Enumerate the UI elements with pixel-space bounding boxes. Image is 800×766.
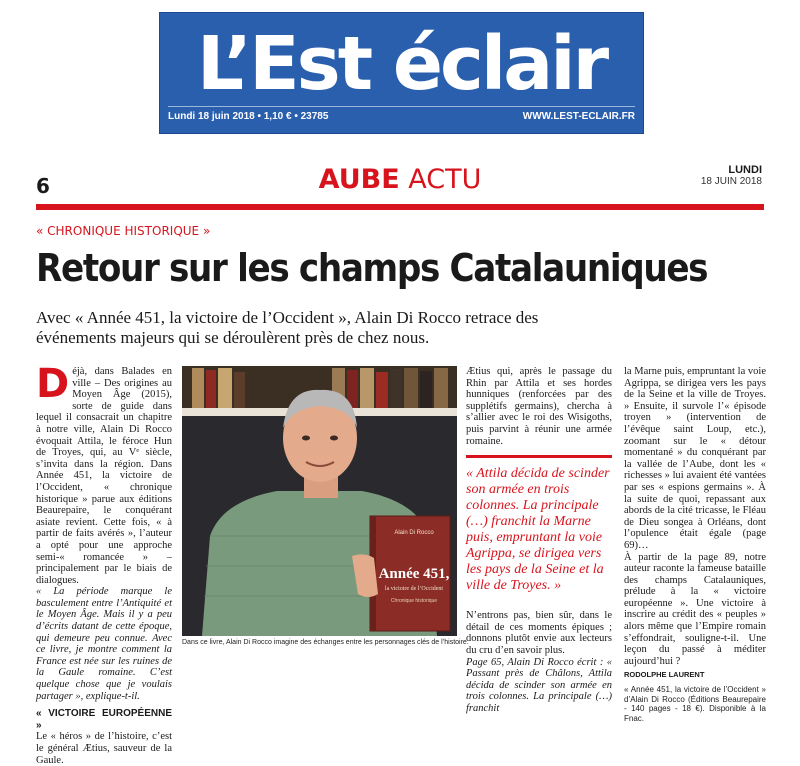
book-subtitle: la victoire de l’Occident: [384, 586, 444, 592]
col3-paragraph-2: N’entrons pas, bien sûr, dans le détail de ces moments épiques ; donnons plutôt envie aux lecteurs du cru d’en savoir plus.: [466, 610, 612, 656]
author-photo-illustration: [182, 366, 457, 636]
col1-paragraph-1: éjà, dans Balades en ville – Des origines au Moyen Âge (2015), sorte de guide dans lequel il consacrait un chapitre à notre ville, Alain Di Rocco évoquait Attila, le féroce Hun de Troyes, qui, au Vᵉ siècle, s’invita dans la région. Dans Année 451, la victoire de l’Occident, « chronique historique » parue aux éditions Beaurepaire, le conquérant asiate revient. Cette fois, « à partir de faits avérés », l’auteur a opté pour une approche semi-« romancée » – principalement par le biais de dialogues.: [36, 366, 172, 586]
col4-paragraph-1: la Marne puis, empruntant la voie Agrippa, se dirigea vers les pays de la Seine et la ville de Troyes. » Ensuite, il survole l’« épisode troyen » (intervention de l’évêque saint Loup, etc.), zoomant sur le « détour momentané » du conquérant par la vallée de l’Aube, dont les « richesses » lui avaient été vantées par ses « espions germains ». À la suite de quoi, repassant aux abords de la cité tricasse, le Fléau de Dieu songea à Orléans, dont l’opulence était égale (page 69)…: [624, 366, 766, 551]
article-kicker: « CHRONIQUE HISTORIQUE »: [36, 224, 211, 238]
page-date: [701, 164, 762, 187]
section-title: [0, 164, 800, 195]
article-standfirst: Avec « Année 451, la victoire de l’Occident », Alain Di Rocco retrace des événements majeurs qui se déroulèrent près de chez nous.: [36, 308, 539, 347]
masthead-bar: [168, 106, 635, 127]
photo-caption: Dans ce livre, Alain Di Rocco imagine des échanges entre les personnages clés de l’histoire.: [182, 639, 469, 646]
article-column-3: [466, 366, 612, 715]
col1-paragraph-2: « La période marque le basculement entre l’Antiquité et le Moyen Âge. Mais il y a peu d’écrits datant de cette époque, qui demeure peu connue. Avec ce livre, je montre comment la France est née sur les ruines de la Gaule romaine. C’est quelque chose que je voulais partager », explique-t-il.: [36, 586, 172, 702]
book-info: « Année 451, la victoire de l’Occident » d’Alain Di Rocco (Éditions Beaurepaire - 140 pages - 18 €). Disponible à la Fnac.: [624, 685, 766, 723]
book-author: Alain Di Rocco: [394, 530, 434, 536]
article-headline: Retour sur les champs Catalauniques: [36, 246, 708, 290]
col3-paragraph-3: Page 65, Alain Di Rocco écrit : « Passant près de Châlons, Attila décida de scinder son armée en trois colonnes. La principale (…) franchit: [466, 656, 612, 714]
book-title: Année 451,: [378, 566, 450, 582]
article-column-4: [624, 366, 766, 723]
masthead-title: L’Est éclair: [196, 21, 607, 107]
col3-paragraph-1: Ætius qui, après le passage du Rhin par Attila et ses hordes hunniques (renforcées par des supplétifs germains), chercha à s’allier avec le roi des Wisigoths, puis parvint à réunir une armée romaine.: [466, 366, 612, 447]
masthead-url[interactable]: WWW.LEST-ECLAIR.FR: [522, 111, 635, 122]
section-main: AUBE: [318, 164, 400, 195]
author-photo: [182, 366, 457, 636]
page-date-text: 18 JUIN 2018: [700, 176, 762, 187]
masthead-date: Lundi 18 juin 2018 • 1,10 € • 23785: [168, 111, 329, 122]
section-sub: ACTU: [408, 164, 482, 195]
col1-subhead: « VICTOIRE EUROPÉENNE »: [36, 708, 172, 731]
pull-quote: « Attila décida de scinder son armée en trois colonnes. La principale (…) franchit la Marne puis, empruntant la voie Agrippa, se dirigea vers les pays de la Seine et la ville de Troyes. »: [466, 455, 612, 602]
col4-paragraph-2: À partir de la page 89, notre auteur raconte la fameuse bataille des champs Catalauniques, prélude à la « victoire européenne ». Une victoire à inscrire au crédit des « peuples » alors même que l’Empire romain s’effondrait, souligne-t-il. Une leçon du passé à méditer aujourd’hui ?: [624, 551, 766, 667]
book-genre: Chronique historique: [390, 598, 438, 604]
drop-cap: D: [36, 361, 70, 407]
page-number: 6: [36, 174, 50, 198]
page-day: LUNDI: [728, 164, 762, 176]
section-rule: [36, 204, 764, 210]
article-credit: RODOLPHE LAURENT: [624, 670, 705, 680]
article-column-1: [36, 361, 172, 766]
masthead: [159, 12, 644, 134]
col1-paragraph-3: Le « héros » de l’histoire, c’est le général Ætius, sauveur de la Gaule.: [36, 731, 172, 766]
